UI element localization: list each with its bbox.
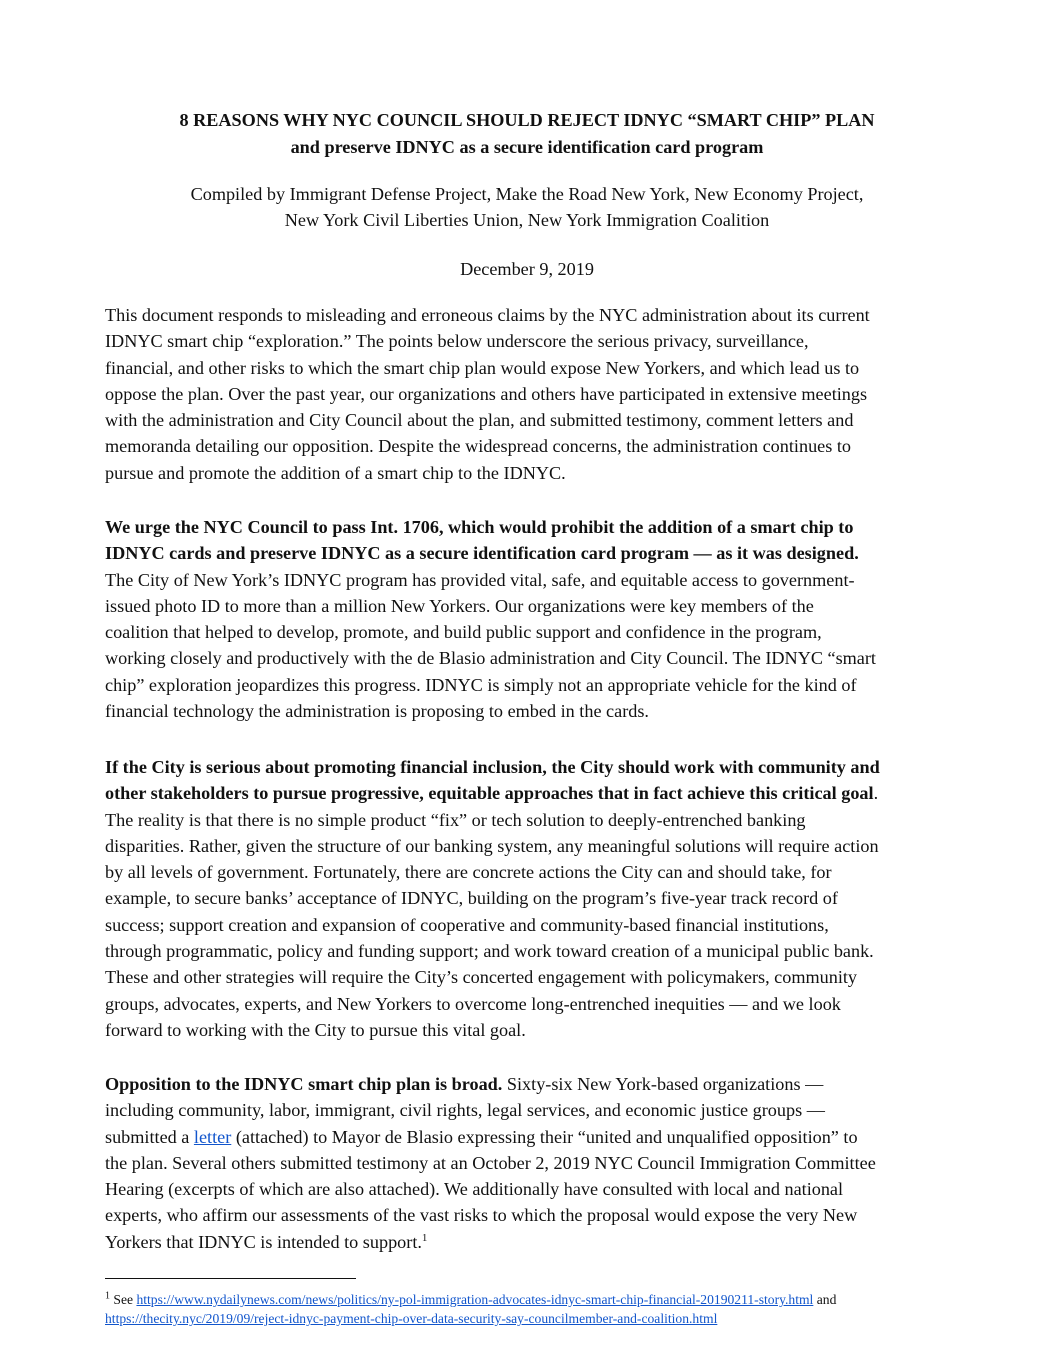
intro-line: oppose the plan. Over the past year, our organizations and others have participated in extensive meetings xyxy=(105,383,868,404)
intro-line: financial, and other risks to which the smart chip plan would expose New Yorkers, and which lead us to xyxy=(105,357,860,378)
opposition-line: Yorkers that IDNYC is intended to support.$^1$ xyxy=(105,1231,428,1252)
urge-line: financial technology the administration is proposing to embed in the cards. xyxy=(105,701,649,722)
intro-line: This document responds to misleading and erroneous claims by the NYC administration about its current xyxy=(105,305,870,325)
inclusion-bold-line: If the City is serious about promoting financial inclusion, the City should work with community and xyxy=(105,757,880,777)
thecity-link[interactable]: https://thecity.nyc/2019/09/reject-idnyc-payment-chip-over-data-security-say-councilmember-and-coalition.html xyxy=(105,1311,718,1326)
intro-line: IDNYC smart chip “exploration.” The points below underscore the serious privacy, surveillance, xyxy=(105,331,809,352)
intro-line: memoranda detailing our opposition. Despite the widespread concerns, the administration continues to xyxy=(105,436,852,457)
footnote-ref[interactable]: 1 xyxy=(421,1231,428,1244)
title-line-2: and preserve IDNYC as a secure identification card program xyxy=(290,137,764,157)
opposition-line: experts, who affirm our assessments of the vast risks to which the proposal would expose the very New xyxy=(105,1205,858,1226)
letter-link[interactable]: letter xyxy=(193,1126,232,1147)
urge-bold-line: IDNYC cards and preserve IDNYC as a secure identification card program — as it was designed. xyxy=(105,543,859,564)
footnote-number: 1 xyxy=(105,1290,110,1302)
opposition-line: Hearing (excerpts of which are also attached). We additionally have consulted with local and national xyxy=(105,1179,844,1200)
footnote xyxy=(105,1290,1005,1328)
compiled-by xyxy=(60,181,994,234)
inclusion-bold-line: other stakeholders to pursue progressive, equitable approaches that in fact achieve this critical goal. xyxy=(105,783,879,804)
inclusion-line: These and other strategies will require the City’s concerted engagement with policymakers, community xyxy=(105,967,858,988)
urge-bold-line: We urge the NYC Council to pass Int. 1706, which would prohibit the addition of a smart chip to xyxy=(105,517,854,537)
urge-paragraph xyxy=(105,514,970,724)
inclusion-line: forward to working with the City to pursue this vital goal. xyxy=(105,1019,526,1040)
urge-line: issued photo ID to more than a million New Yorkers. Our organizations were key members of the xyxy=(105,595,814,616)
footnote-divider xyxy=(105,1278,356,1279)
document-title xyxy=(60,107,994,161)
urge-line: working closely and productively with the de Blasio administration and City Council. The IDNYC “smart xyxy=(105,648,876,669)
footnote-line-1: $^1$ See https://www.nydailynews.com/news/politics/ny-pol-immigration-advocates-idnyc-smart-chip-financial-20190211-story.html and xyxy=(105,1290,837,1307)
intro-line: pursue and promote the addition of a smart chip to the IDNYC. xyxy=(105,462,566,483)
opposition-line: Opposition to the IDNYC smart chip plan is broad. Sixty-six New York-based organizations — xyxy=(105,1074,824,1094)
compiled-by-line-2: New York Civil Liberties Union, New York Immigration Coalition xyxy=(284,210,770,231)
opposition-line: submitted a letter (attached) to Mayor de Blasio expressing their “united and unqualified opposition” to xyxy=(105,1126,858,1147)
inclusion-line: success; support creation and expansion of cooperative and community-based financial institutions, xyxy=(105,914,829,935)
inclusion-line: groups, advocates, experts, and New Yorkers to overcome long-entrenched inequities — and we look xyxy=(105,993,841,1014)
intro-line: with the administration and City Council about the plan, and submitted testimony, comment letters and xyxy=(105,410,854,431)
opposition-line: including community, labor, immigrant, civil rights, legal services, and economic justice groups — xyxy=(105,1100,825,1121)
inclusion-paragraph xyxy=(105,754,970,1043)
intro-paragraph xyxy=(105,302,970,486)
inclusion-line: disparities. Rather, given the structure of our banking system, any meaningful solutions will require action xyxy=(105,835,879,856)
inclusion-line: example, to secure banks’ acceptance of IDNYC, building on the program’s five-year track record of xyxy=(105,888,838,909)
opposition-paragraph xyxy=(105,1071,970,1255)
nydailynews-link[interactable]: https://www.nydailynews.com/news/politics/ny-pol-immigration-advocates-idnyc-smart-chip-financial-20190211-story.html xyxy=(136,1292,814,1307)
urge-line: chip” exploration jeopardizes this progress. IDNYC is simply not an appropriate vehicle for the kind of xyxy=(105,674,857,695)
opposition-line: the plan. Several others submitted testimony at an October 2, 2019 NYC Council Immigration Committee xyxy=(105,1152,876,1173)
inclusion-line: The reality is that there is no simple product “fix” or tech solution to deeply-entrenched banking xyxy=(105,809,806,830)
inclusion-line: by all levels of government. Fortunately, there are concrete actions the City can and should take, for xyxy=(105,862,832,883)
footnote-line-2 xyxy=(105,1309,1005,1328)
urge-line: The City of New York’s IDNYC program has provided vital, safe, and equitable access to government- xyxy=(105,569,855,590)
title-line-1: 8 REASONS WHY NYC COUNCIL SHOULD REJECT IDNYC “SMART CHIP” PLAN xyxy=(179,110,875,130)
compiled-by-line-1: Compiled by Immigrant Defense Project, Make the Road New York, New Economy Project, xyxy=(190,184,864,204)
inclusion-line: through programmatic, policy and funding support; and work toward creation of a municipal public bank. xyxy=(105,941,874,962)
document-date: December 9, 2019 xyxy=(460,259,594,279)
urge-line: coalition that helped to develop, promote, and build public support and confidence in the program, xyxy=(105,622,822,643)
